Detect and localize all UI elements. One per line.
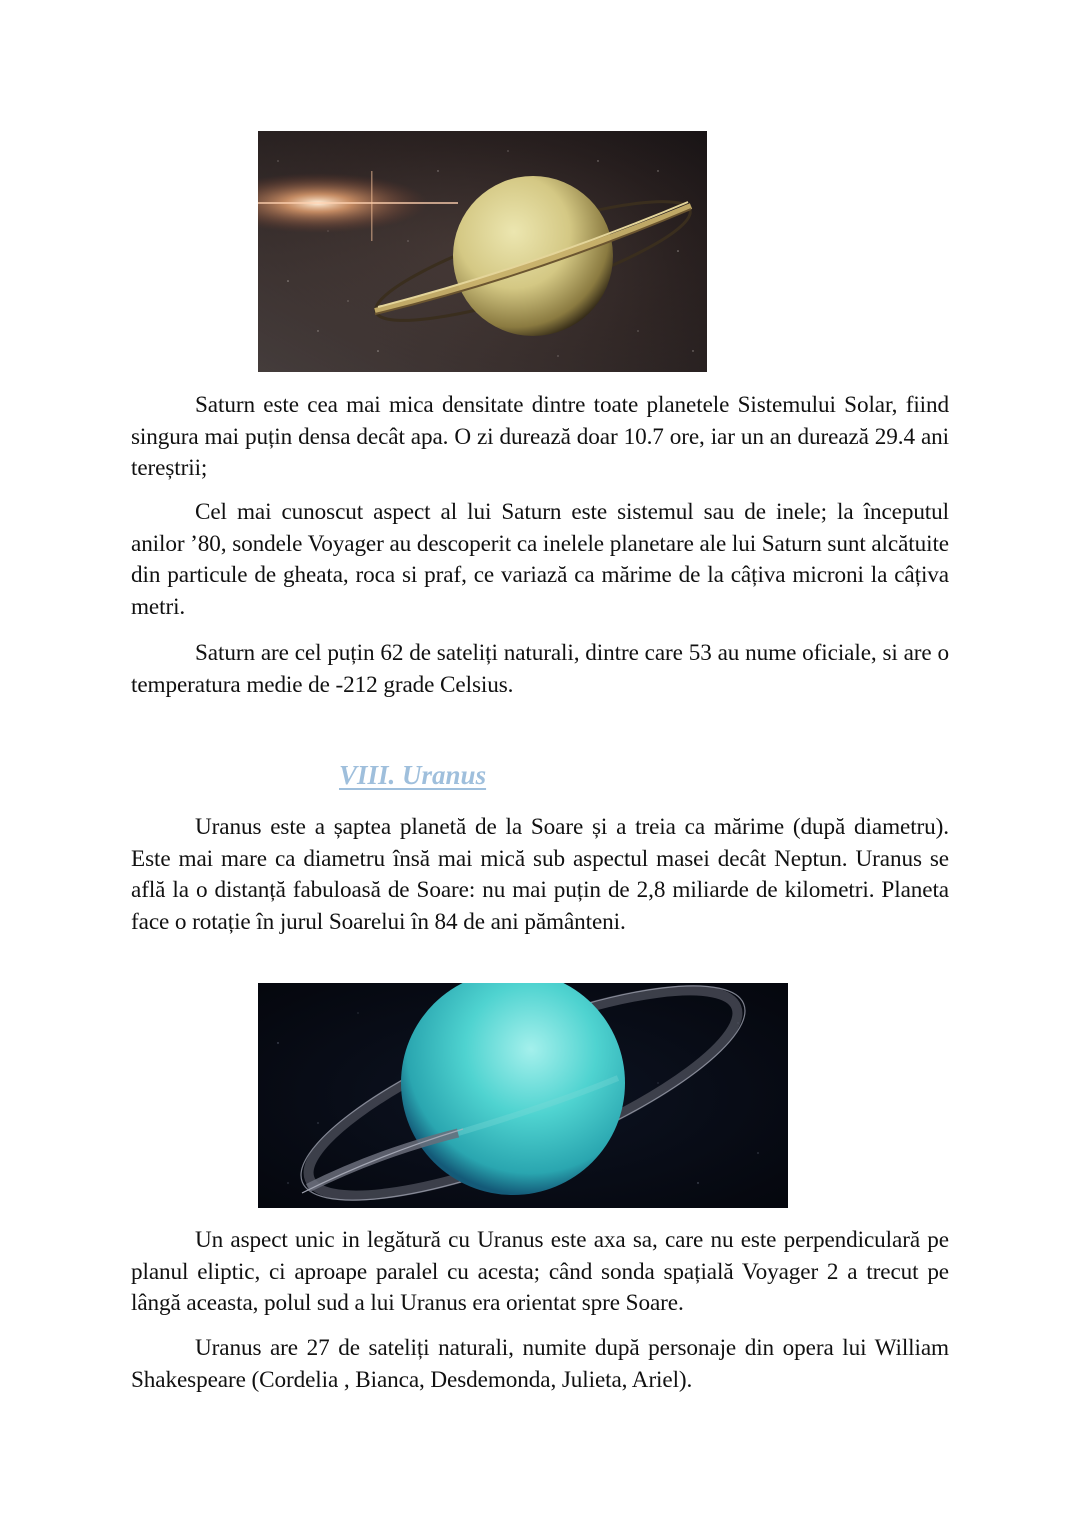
saturn-image	[258, 131, 707, 372]
uranus-paragraph-axis: Un aspect unic in legătură cu Uranus este axa sa, care nu este perpendiculară pe planul eliptic, ci aproape paralel cu acesta; când sonda spațială Voyager 2 a trecut pe lângă aceasta, polul sud a lui Uranus era orientat spre Soare.	[131, 1227, 949, 1316]
saturn-paragraph-1: Saturn este cea mai mica densitate dintre toate planetele Sistemului Solar, fiind singura mai puțin densa decât apa. O zi durează doar 10.7 ore, iar un an durează 29.4 ani tereștrii;	[131, 392, 949, 481]
saturn-paragraph-2: Cel mai cunoscut aspect al lui Saturn este sistemul sau de inele; la începutul anilor ’80, sondele Voyager au descoperit ca inelele planetare ale lui Saturn sunt alcătuite din particule de gheata, roca si praf, ce variază ca mărime de la câțiva microni la câțiva metri.	[131, 499, 949, 620]
saturn-paragraph-3: Saturn are cel puțin 62 de sateliți naturali, dintre care 53 au nume oficiale, si are o temperatura medie de -212 grade Celsius.	[131, 640, 949, 698]
uranus-intro-paragraph: Uranus este a șaptea planetă de la Soare și a treia ca mărime (după diametru). Este mai mare ca diametru însă mai mică sub aspectul masei decât Neptun. Uranus se află la o distanță fabuloasă de Soare: nu mai puțin de 2,8 miliarde de kilometri. Planeta face o rotație în jurul Soarelui în 84 de ani pământeni.	[131, 814, 949, 935]
uranus-section-heading: VIII. Uranus	[339, 760, 487, 790]
uranus-image	[258, 983, 788, 1208]
uranus-paragraph-satellites: Uranus are 27 de sateliți naturali, numite după personaje din opera lui William Shakespeare (Cordelia , Bianca, Desdemonda, Julieta, Ariel).	[131, 1335, 949, 1393]
